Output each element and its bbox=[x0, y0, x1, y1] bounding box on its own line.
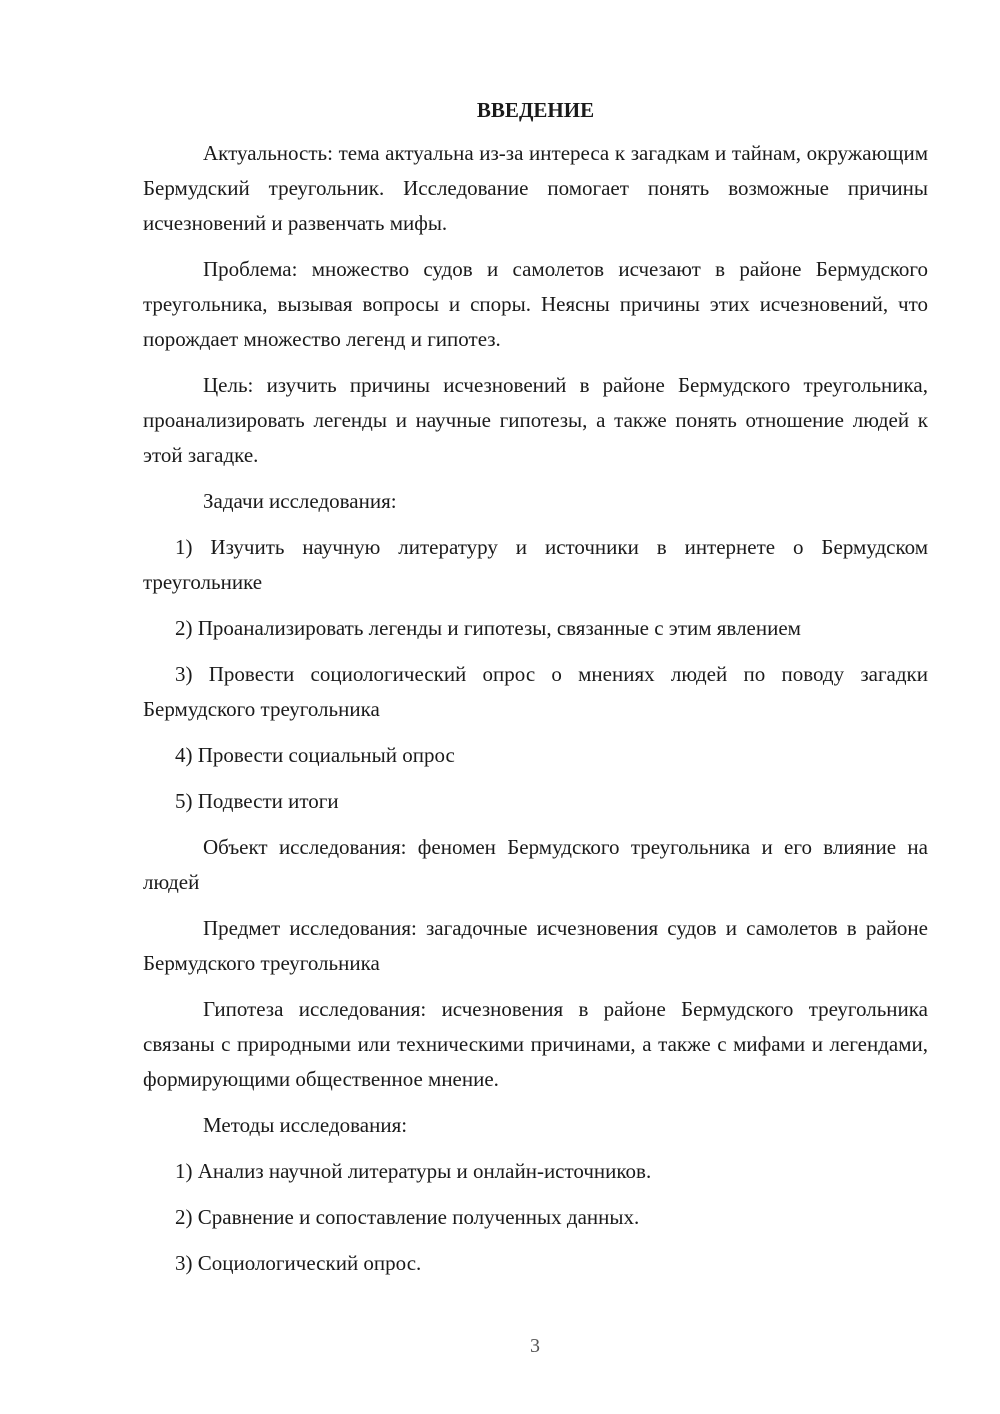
method-item-2: 2) Сравнение и сопоставление полученных данных. bbox=[175, 1205, 640, 1229]
tasks-heading: Задачи исследования: bbox=[203, 489, 397, 513]
relevance-paragraph: Актуальность: тема актуальна из-за интереса к загадкам и тайнам, окружающим Бермудский треугольник. Исследование помогает понять возможные причины исчезновений и развенчать мифы. bbox=[143, 141, 928, 235]
task-item-4: 4) Провести социальный опрос bbox=[175, 743, 455, 767]
document-page bbox=[143, 96, 928, 1292]
method-item-3: 3) Социологический опрос. bbox=[175, 1251, 422, 1275]
task-item-5: 5) Подвести итоги bbox=[175, 789, 339, 813]
task-item-2: 2) Проанализировать легенды и гипотезы, связанные с этим явлением bbox=[175, 616, 801, 640]
object-paragraph: Объект исследования: феномен Бермудского треугольника и его влияние на людей bbox=[143, 835, 928, 894]
page-number: 3 bbox=[530, 1335, 540, 1357]
problem-paragraph: Проблема: множество судов и самолетов исчезают в районе Бермудского треугольника, вызывая вопросы и споры. Неясны причины этих исчезновений, что порождает множество легенд и гипотез. bbox=[143, 257, 928, 351]
methods-heading: Методы исследования: bbox=[203, 1113, 408, 1137]
method-item-1: 1) Анализ научной литературы и онлайн-источников. bbox=[175, 1159, 652, 1183]
subject-paragraph: Предмет исследования: загадочные исчезновения судов и самолетов в районе Бермудского треугольника bbox=[143, 916, 928, 975]
task-item-3: 3) Провести социологический опрос о мнениях людей по поводу загадки Бермудского треугольника bbox=[143, 662, 928, 721]
goal-paragraph: Цель: изучить причины исчезновений в районе Бермудского треугольника, проанализировать легенды и научные гипотезы, а также понять отношение людей к этой загадке. bbox=[143, 373, 928, 467]
hypothesis-paragraph: Гипотеза исследования: исчезновения в районе Бермудского треугольника связаны с природными или техническими причинами, а также с мифами и легендами, формирующими общественное мнение. bbox=[143, 997, 928, 1091]
section-title: ВВЕДЕНИЕ bbox=[476, 98, 595, 122]
task-item-1: 1) Изучить научную литературу и источники в интернете о Бермудском треугольнике bbox=[143, 535, 928, 594]
